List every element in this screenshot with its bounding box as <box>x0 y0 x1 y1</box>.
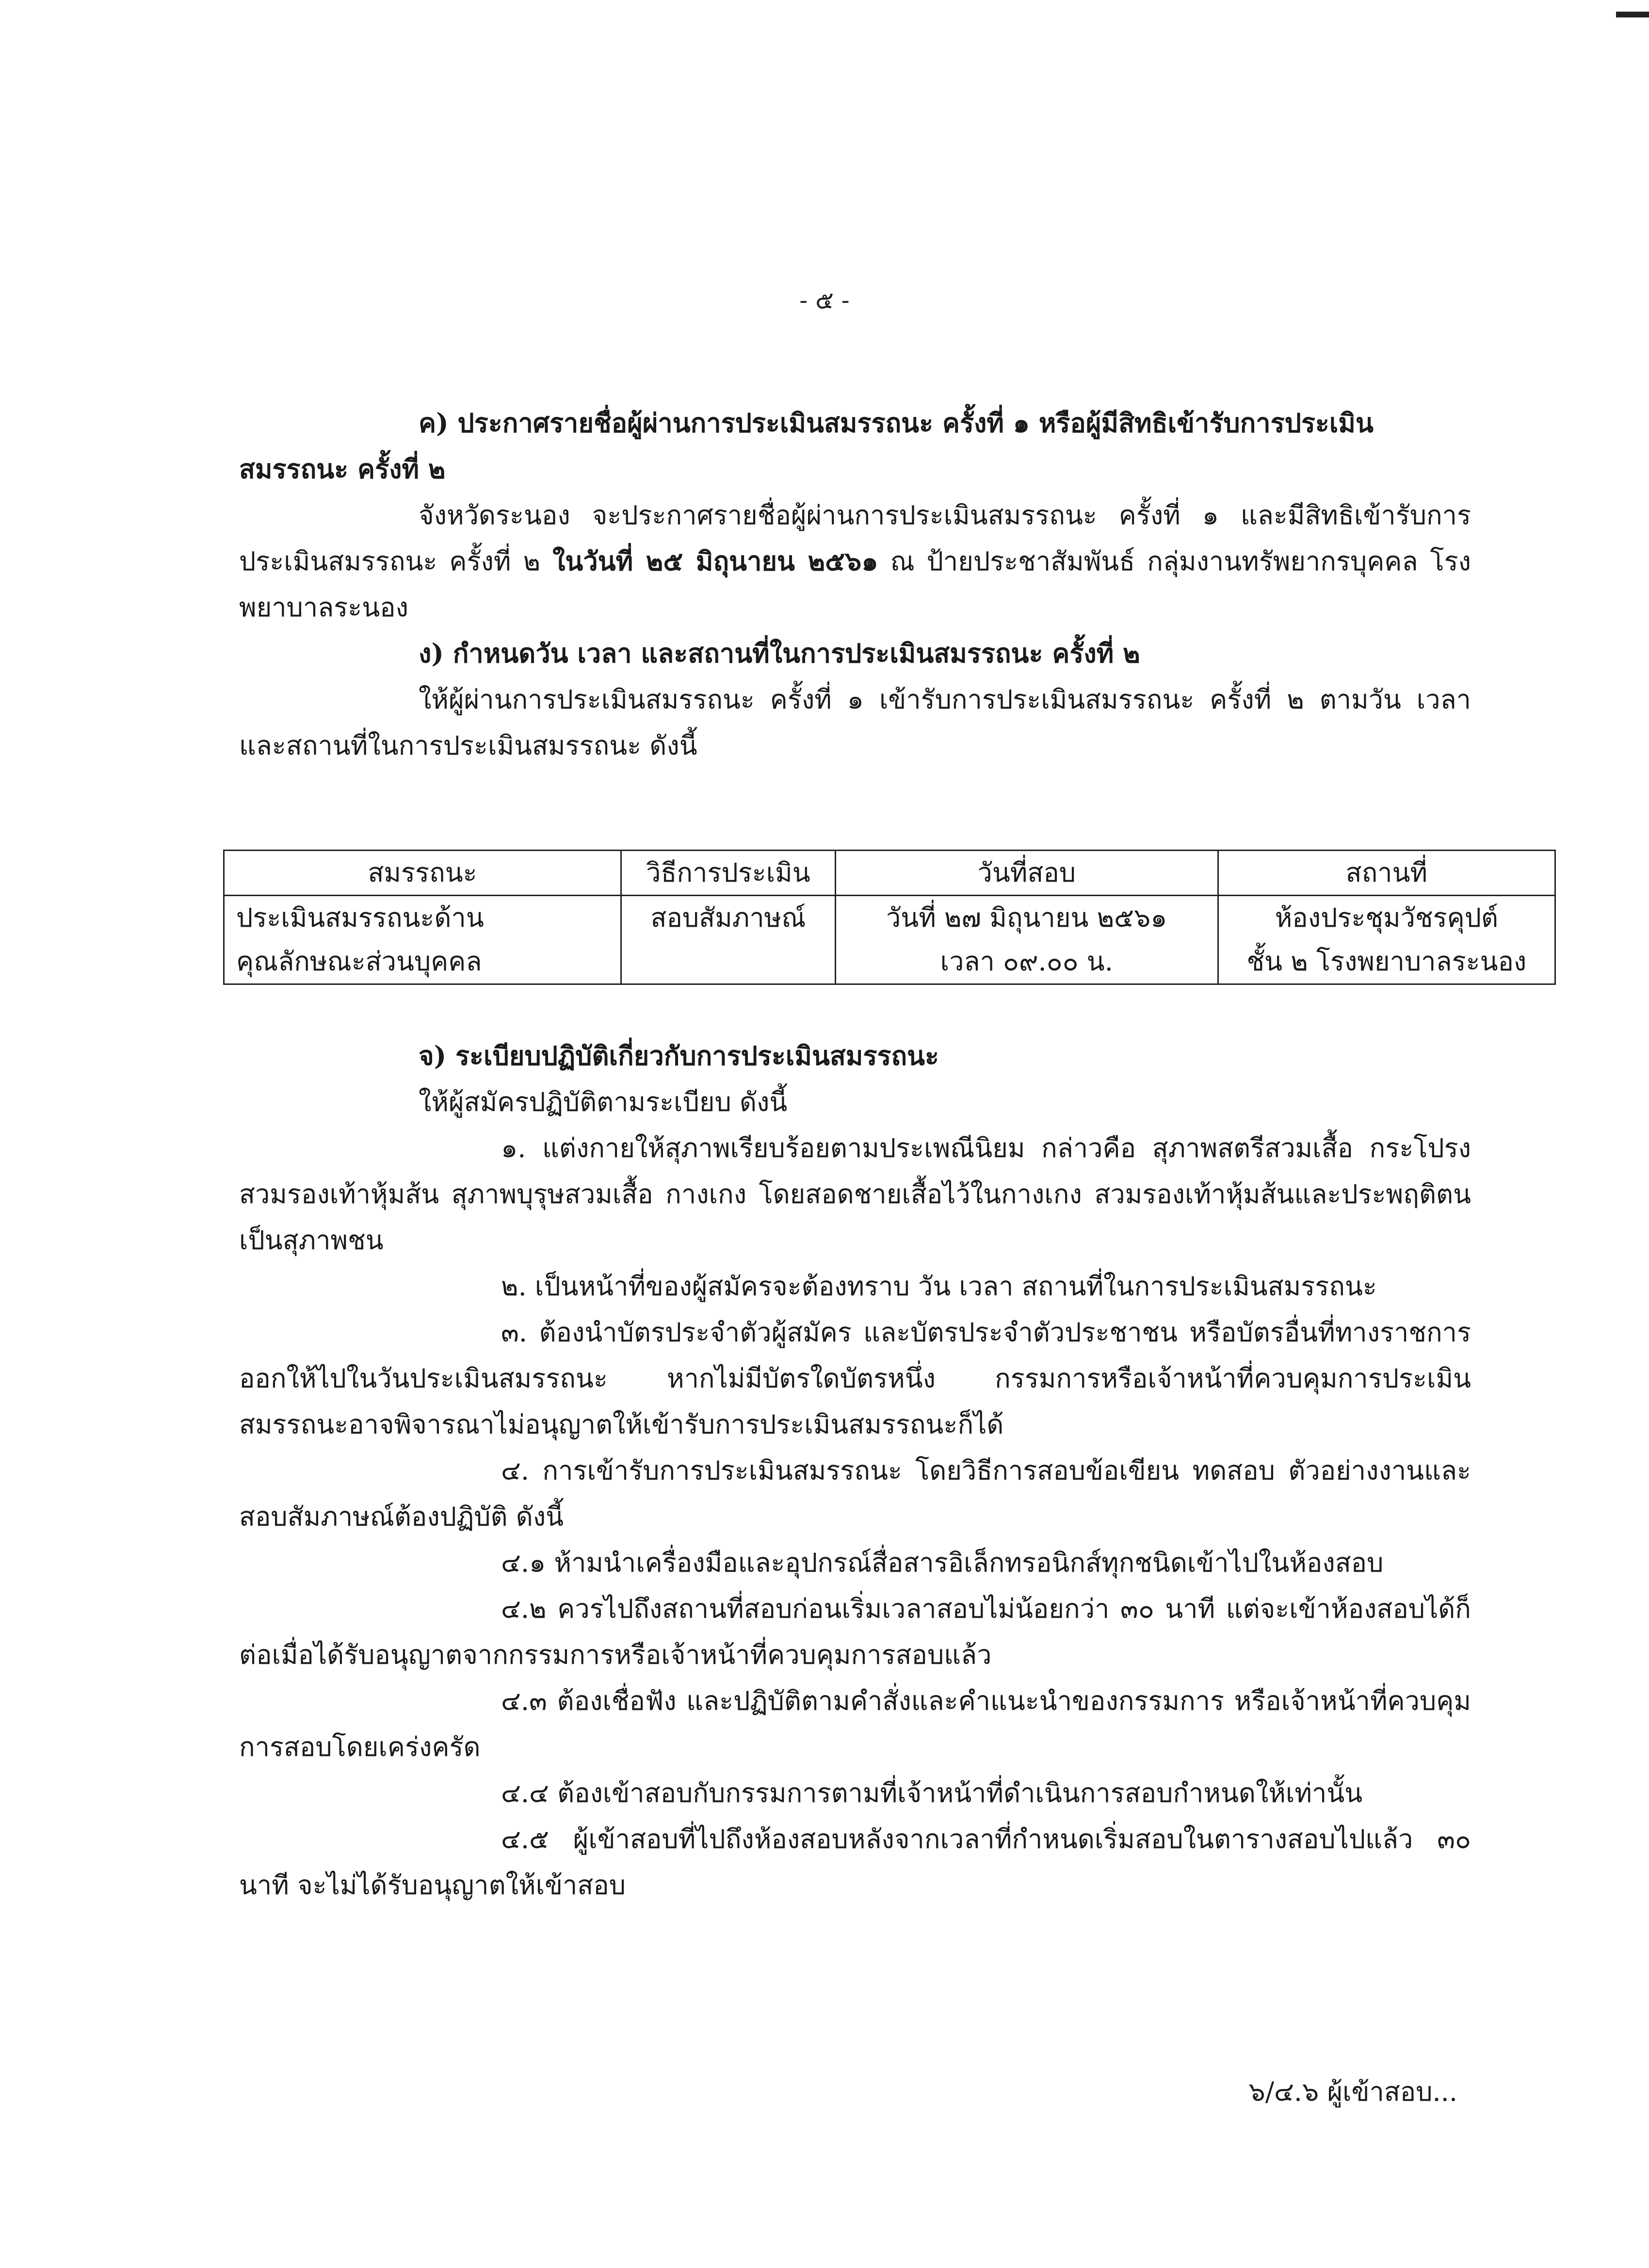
page-number: - ๕ - <box>799 286 850 314</box>
rule-item-4: ๔. การเข้ารับการประเมินสมรรถนะ โดยวิธีการสอบข้อเขียน ทดสอบ ตัวอย่างงานและสอบสัมภาษณ์ต้องปฏิบัติ ดังนี้ <box>239 1455 1471 1532</box>
rule-item-3: ๓. ต้องนำบัตรประจำตัวผู้สมัคร และบัตรประจำตัวประชาชน หรือบัตรอื่นที่ทางราชการออกให้ไปในวันประเมินสมรรถนะ หากไม่มีบัตรใดบัตรหนึ่ง กรรมการหรือเจ้าหน้าที่ควบคุมการประเมินสมรรถนะอาจพิจารณาไม่อนุญาตให้เข้ารับการประเมินสมรรถนะก็ได้ <box>239 1317 1471 1440</box>
cell-method: สอบสัมภาษณ์ <box>621 896 836 984</box>
section-d-body: ให้ผู้ผ่านการประเมินสมรรถนะ ครั้งที่ ๑ เข้ารับการประเมินสมรรถนะ ครั้งที่ ๒ ตามวัน เวลา และสถานที่ในการประเมินสมรรถนะ ดังนี้ <box>239 684 1471 761</box>
section-c-heading-continued: สมรรถนะ ครั้งที่ ๒ <box>239 453 446 484</box>
continuation-note: ๖/๔.๖ ผู้เข้าสอบ... <box>1248 2076 1457 2107</box>
rule-item-2: ๒. เป็นหน้าที่ของผู้สมัครจะต้องทราบ วัน เวลา สถานที่ในการประเมินสมรรถนะ <box>501 1271 1377 1302</box>
section-e-heading: จ) ระเบียบปฏิบัติเกี่ยวกับการประเมินสมรรถนะ <box>419 1040 939 1071</box>
lower-content <box>239 1033 1471 1908</box>
assessment-schedule-table <box>223 850 1556 985</box>
header-method: วิธีการประเมิน <box>621 851 836 896</box>
place-line2: ชั้น ๒ โรงพยาบาลระนอง <box>1246 946 1527 977</box>
rule-item-4-3: ๔.๓ ต้องเชื่อฟัง และปฏิบัติตามคำสั่งและคำแนะนำของกรรมการ หรือเจ้าหน้าที่ควบคุมการสอบโดยเคร่งครัด <box>239 1686 1471 1762</box>
section-c-heading: ค) ประกาศรายชื่อผู้ผ่านการประเมินสมรรถนะ ครั้งที่ ๑ หรือผู้มีสิทธิเข้ารับการประเมิน <box>419 407 1374 438</box>
section-c-body-part2: ณ ป้ายประชาสัมพันธ์ กลุ่มงานทรัพยากรบุคคล โรงพยาบาลระนอง <box>239 546 1471 623</box>
rule-item-4-4: ๔.๔ ต้องเข้าสอบกับกรรมการตามที่เจ้าหน้าที่ดำเนินการสอบกำหนดให้เท่านั้น <box>501 1778 1363 1808</box>
upper-content <box>239 400 1471 769</box>
cell-exam-date <box>835 896 1218 984</box>
rule-item-4-2: ๔.๒ ควรไปถึงสถานที่สอบก่อนเริ่มเวลาสอบไม่น้อยกว่า ๓๐ นาที แต่จะเข้าห้องสอบได้ก็ต่อเมื่อได้รับอนุญาตจากกรรมการหรือเจ้าหน้าที่ควบคุมการสอบแล้ว <box>239 1593 1471 1670</box>
section-c-body <box>239 492 1471 630</box>
section-c-announcement-date: ในวันที่ ๒๕ มิถุนายน ๒๕๖๑ <box>552 546 878 577</box>
header-exam-date: วันที่สอบ <box>835 851 1218 896</box>
cell-competency: ประเมินสมรรถนะด้านคุณลักษณะส่วนบุคคล <box>224 896 621 984</box>
exam-time: เวลา ๐๙.๐๐ น. <box>940 946 1113 977</box>
rule-item-4-5: ๔.๕ ผู้เข้าสอบที่ไปถึงห้องสอบหลังจากเวลาที่กำหนดเริ่มสอบในตารางสอบไปแล้ว ๓๐ นาที จะไม่ได้รับอนุญาตให้เข้าสอบ <box>239 1824 1471 1900</box>
section-d-heading: ง) กำหนดวัน เวลา และสถานที่ในการประเมินสมรรถนะ ครั้งที่ ๒ <box>419 638 1140 669</box>
exam-date: วันที่ ๒๗ มิถุนายน ๒๕๖๑ <box>886 902 1167 933</box>
section-c-body-part1: จังหวัดระนอง จะประกาศรายชื่อผู้ผ่านการประเมินสมรรถนะ ครั้งที่ ๑ และมีสิทธิเข้ารับการประเมินสมรรถนะ ครั้งที่ ๒ <box>239 500 1471 577</box>
header-place: สถานที่ <box>1218 851 1555 896</box>
cell-place <box>1218 896 1555 984</box>
table-row <box>224 896 1555 984</box>
header-competency: สมรรถนะ <box>224 851 621 896</box>
rule-item-4-1: ๔.๑ ห้ามนำเครื่องมือและอุปกรณ์สื่อสารอิเล็กทรอนิกส์ทุกชนิดเข้าไปในห้องสอบ <box>501 1547 1384 1578</box>
section-e-intro: ให้ผู้สมัครปฏิบัติตามระเบียบ ดังนี้ <box>419 1087 788 1117</box>
table-header-row <box>224 851 1555 896</box>
rule-item-1: ๑. แต่งกายให้สุภาพเรียบร้อยตามประเพณีนิยม กล่าวคือ สุภาพสตรีสวมเสื้อ กระโปรง สวมรองเท้าหุ้มส้น สุภาพบุรุษสวมเสื้อ กางเกง โดยสอดชายเสื้อไว้ในกางเกง สวมรองเท้าหุ้มส้นและประพฤติตนเป็นสุภาพชน <box>239 1133 1471 1255</box>
edge-mark <box>1616 12 1649 17</box>
place-line1: ห้องประชุมวัชรคุปต์ <box>1275 902 1499 933</box>
